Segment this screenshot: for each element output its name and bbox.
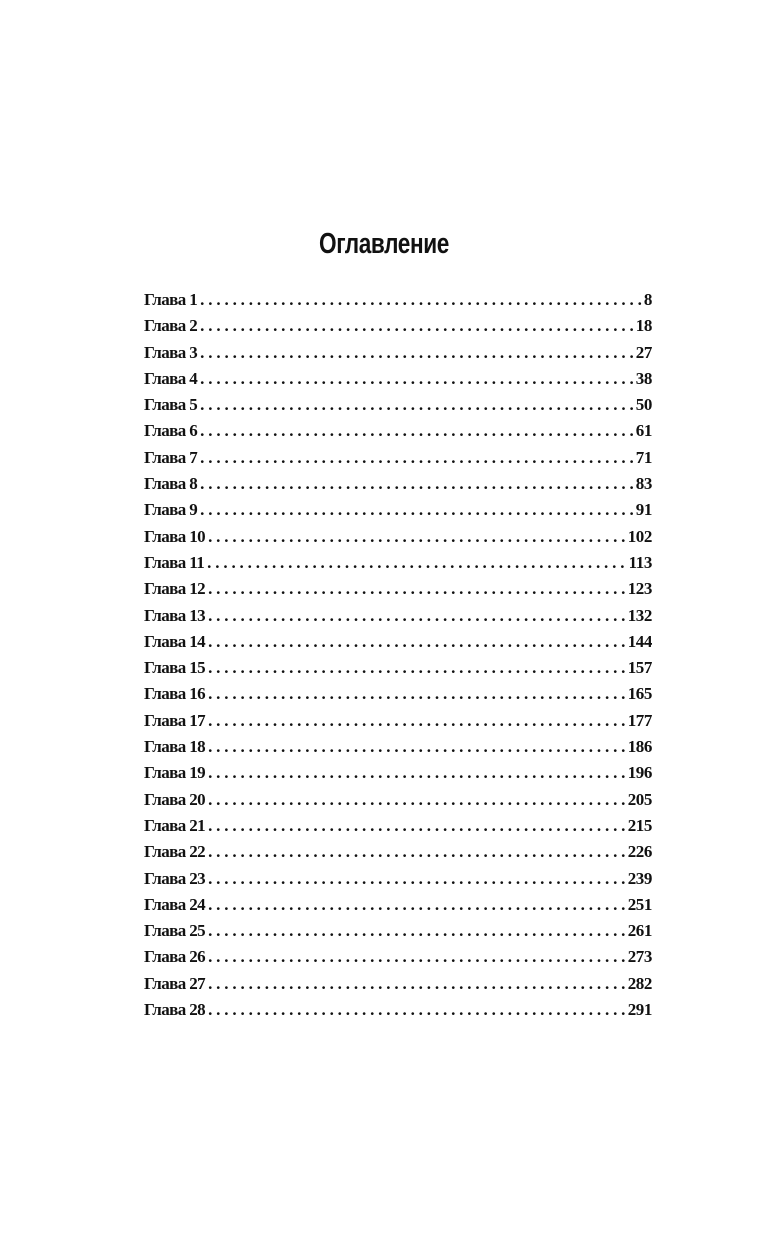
toc-entry[interactable] xyxy=(144,603,652,629)
toc-entry-page-number: 27 xyxy=(635,342,652,362)
toc-entry-page-number: 291 xyxy=(627,1000,652,1020)
toc-entry[interactable] xyxy=(144,313,652,339)
toc-entry-page-number: 261 xyxy=(627,921,652,941)
toc-entry-label: Глава 18 xyxy=(144,737,206,757)
toc-list xyxy=(144,287,652,1023)
toc-entry-page-number: 8 xyxy=(643,290,652,309)
toc-entry[interactable] xyxy=(144,787,652,813)
toc-entry-page-number: 83 xyxy=(635,474,652,494)
toc-dot-leader xyxy=(208,918,626,944)
toc-entry-label: Глава 13 xyxy=(144,605,206,625)
toc-entry[interactable] xyxy=(144,445,652,471)
toc-dot-leader xyxy=(208,997,626,1023)
toc-entry-label: Глава 20 xyxy=(144,789,206,809)
toc-entry-label: Глава 11 xyxy=(144,552,205,572)
toc-entry-page-number: 157 xyxy=(627,658,652,678)
toc-entry[interactable] xyxy=(144,971,652,997)
toc-entry[interactable] xyxy=(144,629,652,655)
toc-entry-page-number: 273 xyxy=(627,947,652,967)
toc-dot-leader xyxy=(200,340,634,366)
toc-entry-page-number: 144 xyxy=(627,631,652,651)
toc-dot-leader xyxy=(200,497,634,523)
toc-entry-label: Глава 17 xyxy=(144,710,206,730)
toc-entry-label: Глава 25 xyxy=(144,921,206,941)
toc-dot-leader xyxy=(208,655,626,681)
toc-entry-label: Глава 21 xyxy=(144,815,206,835)
toc-entry-label: Глава 22 xyxy=(144,842,206,862)
toc-entry[interactable] xyxy=(144,839,652,865)
toc-entry[interactable] xyxy=(144,524,652,550)
toc-entry[interactable] xyxy=(144,708,652,734)
toc-dot-leader xyxy=(200,471,634,497)
toc-entry[interactable] xyxy=(144,471,652,497)
toc-entry-label: Глава 7 xyxy=(144,447,198,467)
toc-entry-page-number: 205 xyxy=(627,789,652,809)
toc-entry-page-number: 18 xyxy=(635,316,652,336)
toc-entry[interactable] xyxy=(144,944,652,970)
toc-entry-label: Глава 8 xyxy=(144,474,198,494)
toc-entry-label: Глава 23 xyxy=(144,868,206,888)
toc-entry-label: Глава 14 xyxy=(144,631,206,651)
toc-entry-label: Глава 1 xyxy=(144,290,198,309)
toc-entry[interactable] xyxy=(144,681,652,707)
toc-entry-page-number: 132 xyxy=(627,605,652,625)
toc-entry-label: Глава 6 xyxy=(144,421,198,441)
toc-entry-label: Глава 3 xyxy=(144,342,198,362)
toc-entry-label: Глава 16 xyxy=(144,684,206,704)
toc-entry-label: Глава 24 xyxy=(144,894,206,914)
toc-dot-leader xyxy=(200,418,634,444)
toc-entry-page-number: 282 xyxy=(627,973,652,993)
toc-entry[interactable] xyxy=(144,813,652,839)
toc-entry-page-number: 71 xyxy=(635,447,652,467)
toc-dot-leader xyxy=(208,524,626,550)
toc-entry[interactable] xyxy=(144,287,652,313)
toc-entry[interactable] xyxy=(144,892,652,918)
toc-dot-leader xyxy=(208,813,626,839)
toc-dot-leader xyxy=(200,366,634,392)
toc-dot-leader xyxy=(208,892,626,918)
toc-entry-label: Глава 27 xyxy=(144,973,206,993)
toc-entry[interactable] xyxy=(144,497,652,523)
toc-dot-leader xyxy=(208,629,626,655)
toc-dot-leader xyxy=(208,787,626,813)
toc-entry-label: Глава 12 xyxy=(144,579,206,599)
toc-dot-leader xyxy=(208,708,626,734)
toc-dot-leader xyxy=(208,760,626,786)
toc-entry-page-number: 165 xyxy=(627,684,652,704)
toc-dot-leader xyxy=(200,445,634,471)
toc-entry[interactable] xyxy=(144,655,652,681)
toc-entry-page-number: 61 xyxy=(635,421,652,441)
toc-entry-page-number: 251 xyxy=(627,894,652,914)
toc-entry-page-number: 38 xyxy=(635,368,652,388)
toc-entry-label: Глава 26 xyxy=(144,947,206,967)
toc-entry-label: Глава 15 xyxy=(144,658,206,678)
toc-entry[interactable] xyxy=(144,997,652,1023)
toc-entry-label: Глава 4 xyxy=(144,368,198,388)
toc-dot-leader xyxy=(208,576,626,602)
toc-entry-page-number: 196 xyxy=(627,763,652,783)
toc-dot-leader xyxy=(208,681,626,707)
toc-dot-leader xyxy=(200,287,642,313)
toc-entry-page-number: 102 xyxy=(627,526,652,546)
toc-entry-label: Глава 10 xyxy=(144,526,206,546)
toc-entry-label: Глава 9 xyxy=(144,500,198,520)
toc-dot-leader xyxy=(208,603,626,629)
toc-entry-page-number: 50 xyxy=(635,395,652,415)
toc-entry-page-number: 113 xyxy=(628,552,652,572)
toc-dot-leader xyxy=(208,839,626,865)
toc-entry-page-number: 239 xyxy=(627,868,652,888)
toc-dot-leader xyxy=(200,392,634,418)
toc-entry[interactable] xyxy=(144,866,652,892)
toc-entry[interactable] xyxy=(144,392,652,418)
toc-dot-leader xyxy=(200,313,634,339)
toc-entry-label: Глава 2 xyxy=(144,316,198,336)
toc-entry-page-number: 123 xyxy=(627,579,652,599)
toc-entry[interactable] xyxy=(144,918,652,944)
toc-entry[interactable] xyxy=(144,760,652,786)
toc-dot-leader xyxy=(207,550,626,576)
toc-entry[interactable] xyxy=(144,366,652,392)
toc-entry-label: Глава 28 xyxy=(144,1000,206,1020)
toc-entry[interactable] xyxy=(144,418,652,444)
toc-entry-page-number: 186 xyxy=(627,737,652,757)
toc-entry[interactable] xyxy=(144,340,652,366)
toc-dot-leader xyxy=(208,944,626,970)
toc-dot-leader xyxy=(208,734,626,760)
toc-entry-label: Глава 5 xyxy=(144,395,198,415)
toc-entry-page-number: 91 xyxy=(635,500,652,520)
toc-dot-leader xyxy=(208,971,626,997)
toc-entry-page-number: 177 xyxy=(627,710,652,730)
toc-dot-leader xyxy=(208,866,626,892)
toc-entry[interactable] xyxy=(144,576,652,602)
toc-entry[interactable] xyxy=(144,550,652,576)
toc-entry-page-number: 226 xyxy=(627,842,652,862)
toc-entry[interactable] xyxy=(144,734,652,760)
toc-title: Оглавление xyxy=(319,228,449,260)
toc-entry-page-number: 215 xyxy=(627,815,652,835)
toc-entry-label: Глава 19 xyxy=(144,763,206,783)
